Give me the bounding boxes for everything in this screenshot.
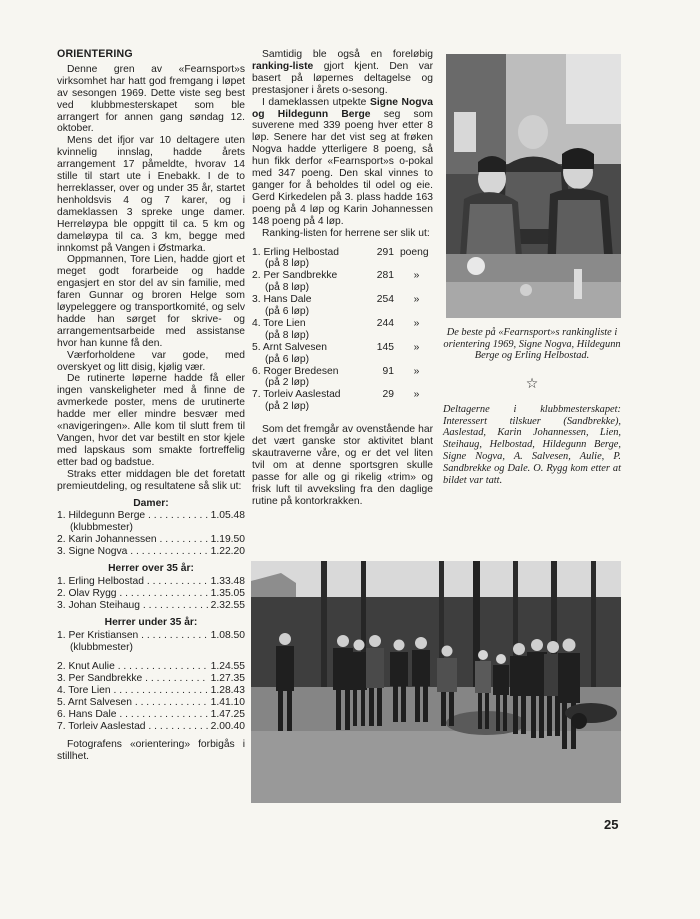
result-name: 3. Johan Steihaug . . . — [57, 600, 209, 612]
paragraph-organizer: Oppmannen, Tore Lien, hadde gjort et meget godt forarbeide og hadde engasjert en stor del av sin familie, med faren Gunnar og broren Helge som løypeleggere og transportkomité, og selv hadde han sørget for skrive- og arrangementsarbeide med assistanse hvor han kunne få den. — [57, 254, 245, 349]
results-class-title: Herrer over 35 år: — [108, 563, 194, 575]
result-row — [57, 546, 245, 558]
ranking-unit: » — [413, 317, 420, 329]
photo-participants-group — [251, 561, 621, 803]
result-row — [57, 576, 245, 588]
ranking-unit: poeng — [399, 246, 429, 258]
ranking-unit: » — [413, 294, 420, 306]
results-women — [57, 498, 245, 559]
result-row — [57, 685, 245, 697]
paragraph-ranking-intro — [252, 49, 433, 97]
ranking-races: (på 6 løp) — [265, 353, 310, 365]
result-time: 1.47.25 — [210, 709, 245, 721]
result-row — [57, 661, 245, 673]
bold-term: ranking-liste — [252, 60, 314, 72]
ranking-row — [252, 389, 433, 401]
ranking-name: 1. Erling Helbostad — [252, 246, 340, 258]
ranking-points: 91 — [382, 365, 394, 377]
paragraph-photographer: Fotografens «orientering» forbigås i stillhet. — [57, 738, 245, 762]
ranking-points: 145 — [376, 341, 394, 353]
page-number: 25 — [604, 817, 619, 832]
ranking-name: 5. Arnt Salvesen — [252, 341, 327, 353]
result-name: 1. Hildegunn Berge . . . — [57, 510, 209, 522]
ranking-list — [252, 247, 433, 414]
ranking-name: 6. Roger Bredesen — [252, 365, 339, 377]
ranking-row — [252, 270, 433, 282]
ranking-points: 291 — [376, 246, 394, 258]
photo-caption-winners: De beste på «Fearnsport»s rankingliste i orientering 1969, Signe Nogva, Hildegunn Berge og Erling Helbostad. — [443, 327, 621, 362]
result-name: 6. Hans Dale . . . — [57, 709, 209, 721]
results-class-title: Herrer under 35 år: — [104, 616, 198, 628]
result-name: 1. Per Kristiansen . . . — [57, 630, 209, 642]
paragraph-intro: Denne gren av «Fearnsport»s virksomhet har hatt god fremgang i løpet av sesongen 1969. Dette viste seg best ved klubbmesterskapet som ble arrangert for annen gang søndag 12. oktober. — [57, 63, 245, 135]
column-right — [443, 51, 621, 486]
paragraph-prizes: Straks etter middagen ble det foretatt premieutdeling, og resultatene så slik ut: — [57, 468, 245, 492]
result-name: 3. Signe Nogva . . . — [57, 546, 209, 558]
result-row — [57, 673, 245, 685]
result-time: 1.27.35 — [210, 673, 245, 685]
article-heading: ORIENTERING — [57, 48, 133, 60]
result-time: 1.33.48 — [210, 575, 245, 587]
ranking-name: 2. Per Sandbrekke — [252, 270, 338, 282]
text-run: gjort kjent. Den var basert på løpernes deltagelse og prestasjoner i årets o-sesong. — [252, 60, 433, 96]
text-run: Samtidig ble også en foreløbig — [262, 49, 433, 60]
paragraph-weather: Værforholdene var gode, med overskyet og litt disig, kjølig vær. — [57, 349, 245, 373]
results-men-under-35 — [57, 617, 245, 733]
ranking-row — [252, 342, 433, 354]
photo-caption-participants: Deltagerne i klubbmesterskapet: Interessert tilskuer (Sandbrekke), Aaslestad, Karin Johannessen, Lien, Steihaug, Helbostad, Hildegunn Berge, Signe Nogva, A. Salvesen, Aulie, P. Sandbrekke og Dale. O. Rygg kom etter at bildet var tatt. — [443, 403, 621, 486]
ranking-points: 254 — [376, 294, 394, 306]
result-name: 3. Per Sandbrekke . . . — [57, 673, 209, 685]
result-time: 1.19.50 — [210, 534, 245, 546]
ranking-row — [252, 294, 433, 306]
ranking-unit: » — [413, 270, 420, 282]
ranking-row — [252, 318, 433, 330]
ranking-row — [252, 366, 433, 378]
result-time: 1.05.48 — [210, 510, 245, 522]
result-row — [57, 600, 245, 612]
result-note: (klubbmester) — [70, 522, 133, 534]
result-time: 1.28.43 — [210, 685, 245, 697]
results-class-title: Damer: — [133, 497, 169, 509]
result-time: 2.32.55 — [210, 599, 245, 611]
paragraph-men-ranking-intro: Ranking-listen for herrene ser slik ut: — [262, 227, 430, 239]
ranking-races: (på 8 løp) — [265, 329, 310, 341]
result-row — [57, 588, 245, 600]
result-row — [57, 510, 245, 522]
ranking-points: 281 — [376, 270, 394, 282]
ranking-name: 7. Torleiv Aaslestad — [252, 389, 341, 401]
text-run: seg som suverene med 339 poeng hver etter 8 løp. Senere har det vist seg at frøken Nogva hadde ytterligere 8 poeng, så hun fikk derfor «Fearnsport»s o-pokal med 347 poeng. Den skal vinnes to ganger for å beholdes til odel og eie. Gerd Kirkedelen på 3. plass hadde 163 poeng på 4 løp og Karin Johannessen 148 poeng på 4 løp. — [252, 108, 434, 227]
result-time: 1.22.20 — [210, 546, 245, 558]
result-time: 2.00.40 — [210, 720, 245, 732]
ranking-unit: » — [413, 341, 420, 353]
ranking-name: 3. Hans Dale — [252, 294, 312, 306]
result-row — [57, 630, 245, 642]
result-row — [57, 534, 245, 546]
result-name: 2. Karin Johannessen . . . — [57, 534, 209, 546]
result-time: 1.24.55 — [210, 661, 245, 673]
paragraph-women-ranking — [252, 97, 433, 228]
ranking-name: 4. Tore Lien — [252, 317, 306, 329]
result-name: 1. Erling Helbostad . . . — [57, 576, 209, 588]
result-time: 1.08.50 — [210, 629, 245, 641]
result-row — [57, 709, 245, 721]
result-name: 4. Tore Lien . . . — [57, 685, 209, 697]
result-name: 7. Torleiv Aaslestad . . . — [57, 721, 209, 733]
result-name: 5. Arnt Salvesen . . . — [57, 697, 209, 709]
results-men-over-35 — [57, 563, 245, 612]
paragraph-participants: Mens det ifjor var 10 deltagere uten kvinnelig innslag, hadde årets arrangement 17 påmeldte, hvorav 14 stille til start ute i Enebakk. I de to herreklasser, over og under 35 år, startet henholdsvis 4 og 7 karer, og i dameklassen 3 spreke unge damer. Herreløypa ble oppgitt til ca. 5 km og dameløypa til ca. 3 km, begge med innkomst på Vangen i Østmarka. — [57, 135, 245, 254]
star-separator: ☆ — [525, 374, 539, 391]
ranking-unit: » — [413, 365, 420, 377]
ranking-points: 29 — [382, 389, 394, 401]
ranking-row — [252, 247, 433, 259]
result-name: 2. Knut Aulie . . . — [57, 661, 209, 673]
ranking-races: (på 8 løp) — [265, 258, 310, 270]
result-name: 2. Olav Rygg . . . — [57, 588, 209, 600]
text-run: I dameklassen utpekte — [262, 96, 370, 108]
column-left — [57, 49, 245, 763]
bold-names: Signe Nogva og Hildegunn Berge — [252, 96, 434, 120]
ranking-races: (på 6 løp) — [265, 306, 310, 318]
result-time: 1.41.10 — [210, 697, 245, 709]
paragraph-conclusion: Som det fremgår av ovenstående har det vært ganske stor aktivitet blant skautraverne våre, og er det vel liten tvil om at denne sportsgren skulle passe for alle og gi rikelig «trim» og frisk luft til avveksling fra den daglige rutine på kontorkrakken. — [252, 424, 433, 507]
paragraph-runners: De rutinerte løperne hadde få eller ingen vanskeligheter med å finne de avmerkede poster, mens de urutinerte hadde mer eller mindre besvær med «navigeringen». Alle kom til slutt frem til Vangen, hvor det var bestilt en stor kjele med lapskaus som smakte fortreffelig etter bad og badstue. — [57, 373, 245, 468]
result-time: 1.35.05 — [210, 587, 245, 599]
result-row — [57, 697, 245, 709]
column-middle — [252, 49, 433, 508]
result-note: (klubbmester) — [70, 641, 133, 653]
result-row — [57, 721, 245, 733]
ranking-races: (på 2 løp) — [265, 401, 310, 413]
ranking-points: 244 — [376, 317, 394, 329]
ranking-races: (på 2 løp) — [265, 377, 310, 389]
ranking-races: (på 8 løp) — [265, 282, 310, 294]
ranking-unit: » — [413, 389, 420, 401]
